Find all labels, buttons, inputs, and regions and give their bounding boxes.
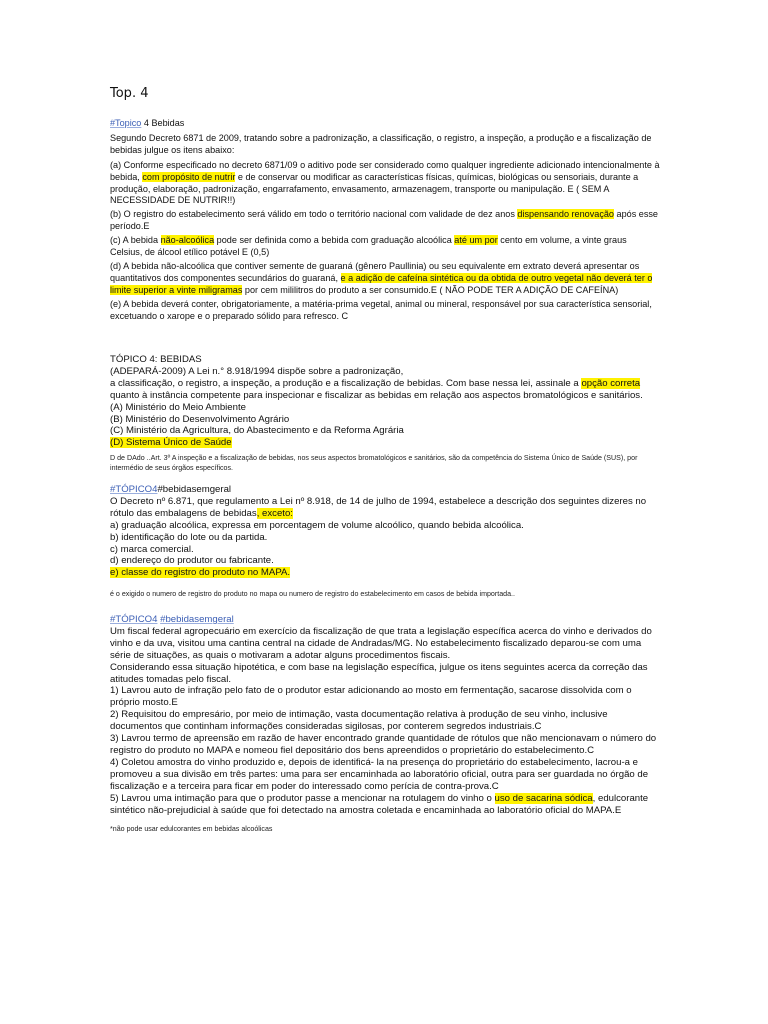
option-c: (C) Ministério da Agricultura, do Abastecimento e da Reforma Agrária: [110, 425, 404, 437]
highlight: , exceto:: [256, 507, 293, 519]
highlight: e a adição de cafeína sintética ou da obtida de outro vegetal não deverá ter o limite superior a vinte miligramas: [110, 272, 653, 295]
item-1: 1) Lavrou auto de infração pelo fato de o produtor estar adicionando ao mosto em fermentação, sacarose dissolvida com o próprio mosto.E: [110, 685, 632, 709]
question-line: a classificação, o registro, a inspeção, a produção e a fiscalização de bebidas. Com base nessa lei, assinale a opção correta: [110, 377, 641, 389]
document-title: Top. 4: [110, 86, 149, 101]
item-e: (e) A bebida deverá conter, obrigatoriamente, a matéria-prima vegetal, animal ou mineral, responsável por sua característica sensorial, excetuando o xarope e o preparado sólido para refresco. C: [110, 298, 652, 321]
question-line: quanto à instância competente para inspecionar e fiscalizar as bebidas em relação aos aspectos bromatológicos e sanitários.: [110, 389, 643, 401]
option-b: (B) Ministério do Desenvolvimento Agrário: [110, 413, 290, 425]
highlight: dispensando renovação: [517, 209, 614, 220]
topic-hashtag-link[interactable]: #TÓPICO4: [110, 484, 158, 495]
answer-note: D de DAdo ..Art. 3º A inspeção e a fiscalização de bebidas, nos seus aspectos bromatológicos e sanitários, são da competência do Sistema Único de Saúde (SUS), por intermédio de seus órgãos específicos.: [110, 454, 638, 473]
hashtag-line: #TÓPICO4#bebidasemgeral: [110, 484, 232, 495]
topic-hashtag-link[interactable]: #Topico: [110, 118, 142, 128]
option-e: [110, 567, 660, 579]
item-2: 2) Requisitou do empresário, por meio de intimação, vasta documentação relativa à produção de seu vinho, inclusive documentos que continham informações consideradas sigilosas, por conterem segredos industriais.C: [110, 709, 608, 733]
question-line: (ADEPARÁ-2009) A Lei n.° 8.918/1994 dispõe sobre a padronização,: [110, 365, 404, 377]
option-d: [110, 437, 660, 449]
item-4: 4) Coletou amostra do vinho produzido e, depois de identificá- la na presença do proprietário do estabelecimento, lacrou-a e promoveu a sua divisão em três partes: uma para ser encaminhada ao laboratório oficial, outra para ser guardada no órgão de fiscalização e a terceira para ficar em poder do interessado como perícia de contra-prova.C: [110, 756, 649, 792]
highlight: até um por: [454, 235, 498, 246]
option-b: b) identificação do lote ou da partida.: [110, 531, 268, 543]
topic-hashtag-link[interactable]: #TÓPICO4: [110, 614, 158, 625]
option-a: a) graduação alcoólica, expressa em porcentagem de volume alcoólico, quando bebida alcoólica.: [110, 519, 524, 531]
intro-paragraph: Segundo Decreto 6871 de 2009, tratando sobre a padronização, a classificação, o registro, a inspeção, a produção e a fiscalização de bebidas julgue os itens abaixo:: [110, 132, 652, 155]
highlight: e) classe do registro do produto no MAPA.: [110, 567, 291, 579]
item-3: 3) Lavrou termo de apreensão em razão de haver encontrado grande quantidade de rótulos que não mencionavam o número do registro do produto no MAPA e nomeou fiel depositário dos bens apreendidos o proprietário do estabelecimento.C: [110, 733, 657, 756]
question-paragraph: O Decreto nº 6.871, que regulamento a Lei nº 8.918, de 14 de julho de 1994, estabelece a descrição dos seguintes dizeres no rótulo das embalagens de bebidas, exceto:: [110, 495, 647, 519]
section-decreto-rotulo: [110, 484, 660, 599]
instruction-paragraph: Considerando essa situação hipotética, e com base na legislação específica, julgue os itens seguintes acerca da correção das atitudes tomadas pelo fiscal.: [110, 661, 648, 685]
section-adepara-question: [110, 354, 660, 473]
item-a: (a) Conforme especificado no decreto 6871/09 o aditivo pode ser considerado como qualquer ingrediente adicionado intencionalmente à bebida, com propósito de nutrir e de conservar ou modificar as características físicas, químicas, biológicas ou sensoriais, durante a produção, elaboração, padronização, engarrafamento, envasamento, armazenagem, transporte ou manipulação. E ( SEM A NECESSIDADE DE NUTRIR!!): [110, 159, 660, 206]
highlight: (D) Sistema Único de Saúde: [110, 437, 232, 449]
bebidas-hashtag-link[interactable]: #bebidasemgeral: [160, 614, 234, 625]
section-heading: #Topico 4 Bebidas: [110, 118, 185, 128]
option-d: d) endereço do produtor ou fabricante.: [110, 555, 274, 567]
answer-note: é o exigido o numero de registro do produto no mapa ou numero de registro do estabelecimento em casos de bebida importada..: [110, 590, 515, 599]
item-c: (c) A bebida não-alcoólica pode ser definida como a bebida com graduação alcoólica até um por cento em volume, a vinte graus Celsius, de álcool etílico potável E (0,5): [110, 235, 627, 258]
answer-note: *não pode usar edulcorantes em bebidas alcoólicas: [110, 825, 273, 834]
section-topic4-bebidas: [110, 118, 660, 323]
item-b: (b) O registro do estabelecimento será válido em todo o território nacional com validade de dez anos dispensando renovação após esse período.E: [110, 209, 658, 232]
scenario-paragraph: Um fiscal federal agropecuário em exercício da fiscalização de que trata a legislação específica acerca do vinho e derivados do vinho e da uva, visitou uma cantina central na cidade de Andradas/MG. No estabelecimento fiscalizado deparou-se com uma série de situações, as quais o motivaram a adotar alguns procedimentos fiscais.: [110, 625, 652, 661]
item-d: (d) A bebida não-alcoólica que contiver semente de guaraná (gênero Paullinia) ou seu equivalente em extrato deverá apresentar os quantitativos dos componentes secundários do guaraná, e a adição de cafeína sintética ou da obtida de outro vegetal não deverá ter o limite superior a vinte miligramas por cem mililitros do produto a ser consumido.E ( NÃO PODE TER A ADIÇÃO DE CAFEÍNA): [110, 260, 653, 295]
option-c: c) marca comercial.: [110, 543, 194, 555]
hashtag-line: [110, 614, 660, 626]
highlight: com propósito de nutrir: [142, 171, 236, 182]
highlight: uso de sacarina sódica: [494, 792, 593, 804]
highlight: não-alcoólica: [160, 235, 215, 246]
option-a: (A) Ministério do Meio Ambiente: [110, 401, 246, 413]
question-title: TÓPICO 4: BEBIDAS: [110, 354, 202, 365]
highlight: opção correta: [581, 377, 641, 389]
section-fiscal-vinho: [110, 614, 660, 834]
item-5: 5) Lavrou uma intimação para que o produtor passe a mencionar na rotulagem do vinho o uso de sacarina sódica, edulcorante sintético não-prejudicial à saúde que foi detectado na amostra coletada e encaminhada ao laboratório oficial do MAPA.E: [110, 792, 649, 816]
